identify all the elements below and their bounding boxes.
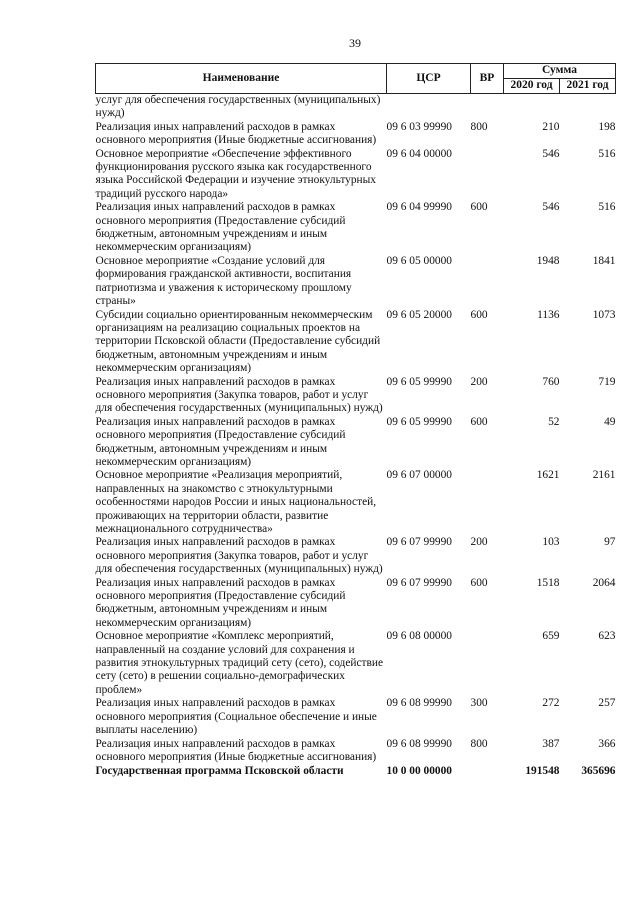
row-sum-2021: 2064 (592, 576, 616, 589)
row-sum-2020: 546 (542, 201, 560, 214)
row-vr: 600 (470, 308, 488, 321)
row-vr: 600 (470, 576, 488, 589)
row-vr (471, 255, 504, 309)
row-name: Основное мероприятие «Комплекс мероприятий, направленный на создание условий для сохранения и развития этнокультурных традиций сету (сето), содействие сету (сето) в решении социально-демографических проблем» (95, 630, 384, 696)
row-sum-2021: 198 (598, 120, 616, 133)
row-name: Государственная программа Псковской области (95, 765, 344, 778)
row-sum-2021: 516 (598, 201, 616, 214)
header-vr: ВР (471, 64, 504, 94)
row-csr: 10 0 00 00000 (386, 765, 452, 778)
row-vr: 200 (470, 536, 488, 549)
page-number: 39 (349, 36, 361, 50)
row-name: Реализация иных направлений расходов в рамках основного мероприятия (Закупка товаров, работ и услуг для обеспечения государственных (муниципальных) нужд) (95, 536, 383, 576)
header-year-2021: 2021 год (560, 79, 616, 94)
header-year-2020: 2020 год (504, 79, 560, 94)
row-csr: 09 6 08 99990 (386, 697, 452, 710)
row-name: Реализация иных направлений расходов в рамках основного мероприятия (Предоставление субсидий бюджетным, автономным учреждениям и иным некоммерческим организациям) (95, 576, 346, 629)
row-sum-2020: 52 (548, 415, 560, 428)
row-name: Реализация иных направлений расходов в рамках основного мероприятия (Предоставление субсидий бюджетным, автономным учреждениям и иным некоммерческим организациям) (95, 415, 346, 468)
row-csr: 09 6 08 99990 (386, 737, 452, 750)
row-sum-2021: 623 (598, 630, 616, 643)
table-row (96, 577, 616, 631)
row-vr: 800 (470, 737, 488, 750)
row-sum-2020: 1948 (536, 254, 560, 267)
row-name: Реализация иных направлений расходов в рамках основного мероприятия (Иные бюджетные ассигнования) (95, 737, 377, 763)
row-csr: 09 6 07 99990 (386, 576, 452, 589)
header-csr: ЦСР (387, 64, 471, 94)
row-sum-2021: 257 (598, 697, 616, 710)
table-row (96, 121, 616, 148)
row-name: Основное мероприятие «Обеспечение эффективного функционирования русского языка как государственного языка Российской Федерации и изучение этнокультурных традиций русского народа» (95, 147, 376, 200)
row-sum-2020: 760 (542, 375, 560, 388)
table-row (96, 255, 616, 309)
row-sum-2020: 1621 (536, 469, 560, 482)
table-row (96, 201, 616, 255)
table-header (96, 64, 616, 94)
row-csr: 09 6 04 99990 (386, 201, 452, 214)
row-csr: 09 6 03 99990 (386, 120, 452, 133)
row-vr (471, 630, 504, 697)
row-sum-2021: 1841 (592, 254, 616, 267)
header-name: Наименование (96, 64, 387, 94)
table-row (96, 630, 616, 697)
row-vr: 200 (470, 375, 488, 388)
row-sum-2020: 1518 (536, 576, 560, 589)
row-vr (471, 764, 504, 778)
table-row (96, 148, 616, 202)
row-sum-2020: 103 (542, 536, 560, 549)
row-sum-2020: 387 (542, 737, 560, 750)
row-sum-2021: 49 (604, 415, 616, 428)
row-sum-2021: 719 (598, 375, 616, 388)
row-csr: 09 6 07 00000 (386, 469, 452, 482)
row-csr: 09 6 04 00000 (386, 147, 452, 160)
row-csr: 09 6 08 00000 (386, 630, 452, 643)
table-body (96, 94, 616, 779)
row-sum-2021: 365696 (581, 765, 616, 778)
row-vr: 600 (470, 415, 488, 428)
row-name: Реализация иных направлений расходов в рамках основного мероприятия (Социальное обеспечение и иные выплаты населению) (95, 697, 377, 737)
row-sum-2020: 191548 (525, 765, 560, 778)
row-sum-2021: 2161 (592, 469, 616, 482)
table-row (96, 738, 616, 765)
row-name: Реализация иных направлений расходов в рамках основного мероприятия (Иные бюджетные ассигнования) (95, 120, 377, 147)
row-csr: 09 6 05 99990 (386, 415, 452, 428)
row-sum-2021: 1073 (592, 308, 616, 321)
table-row (96, 536, 616, 576)
row-csr: 09 6 05 20000 (386, 308, 452, 321)
row-sum-2020: 272 (542, 697, 560, 710)
table-row (96, 416, 616, 470)
row-sum-2020: 659 (542, 630, 560, 643)
continuation-row (96, 94, 616, 121)
header-sum: Сумма (504, 64, 616, 79)
row-csr: 09 6 05 99990 (386, 375, 452, 388)
row-sum-2021: 516 (598, 147, 616, 160)
row-name: Основное мероприятие «Реализация мероприятий, направленных на знакомство с этнокультурными особенностями народов России и иных национальностей, проживающих на территории области, развитие межнационального сотрудничества» (95, 469, 377, 535)
row-sum-2021: 366 (598, 737, 616, 750)
row-name: Основное мероприятие «Создание условий для формирования гражданской активности, воспитания патриотизма и уважения к историческому прошлому страны» (95, 254, 352, 308)
budget-table (95, 63, 616, 779)
row-name: Реализация иных направлений расходов в рамках основного мероприятия (Закупка товаров, работ и услуг для обеспечения государственных (муниципальных) нужд) (95, 375, 383, 415)
table-row (96, 376, 616, 416)
row-csr: 09 6 05 00000 (386, 254, 452, 267)
row-sum-2020: 546 (542, 147, 560, 160)
row-name: Реализация иных направлений расходов в рамках основного мероприятия (Предоставление субсидий бюджетным, автономным учреждениям и иным некоммерческим организациям) (95, 201, 346, 254)
table-row (96, 309, 616, 376)
table-row (96, 697, 616, 737)
table-row (96, 469, 616, 536)
continuation-text: услуг для обеспечения государственных (муниципальных) нужд) (95, 94, 381, 120)
row-vr: 300 (470, 697, 488, 710)
row-sum-2020: 210 (542, 120, 560, 133)
row-vr (471, 469, 504, 536)
row-sum-2021: 97 (604, 536, 616, 549)
row-vr (471, 148, 504, 202)
row-sum-2020: 1136 (537, 308, 560, 321)
row-vr: 600 (470, 201, 488, 214)
total-row (96, 764, 616, 778)
row-csr: 09 6 07 99990 (386, 536, 452, 549)
row-vr: 800 (470, 120, 488, 133)
row-name: Субсидии социально ориентированным некоммерческим организациям на реализацию социальных проектов на территории Псковской области (Предоставление субсидий бюджетным, автономным учреждениям и иным некоммерческим организациям) (95, 308, 381, 375)
